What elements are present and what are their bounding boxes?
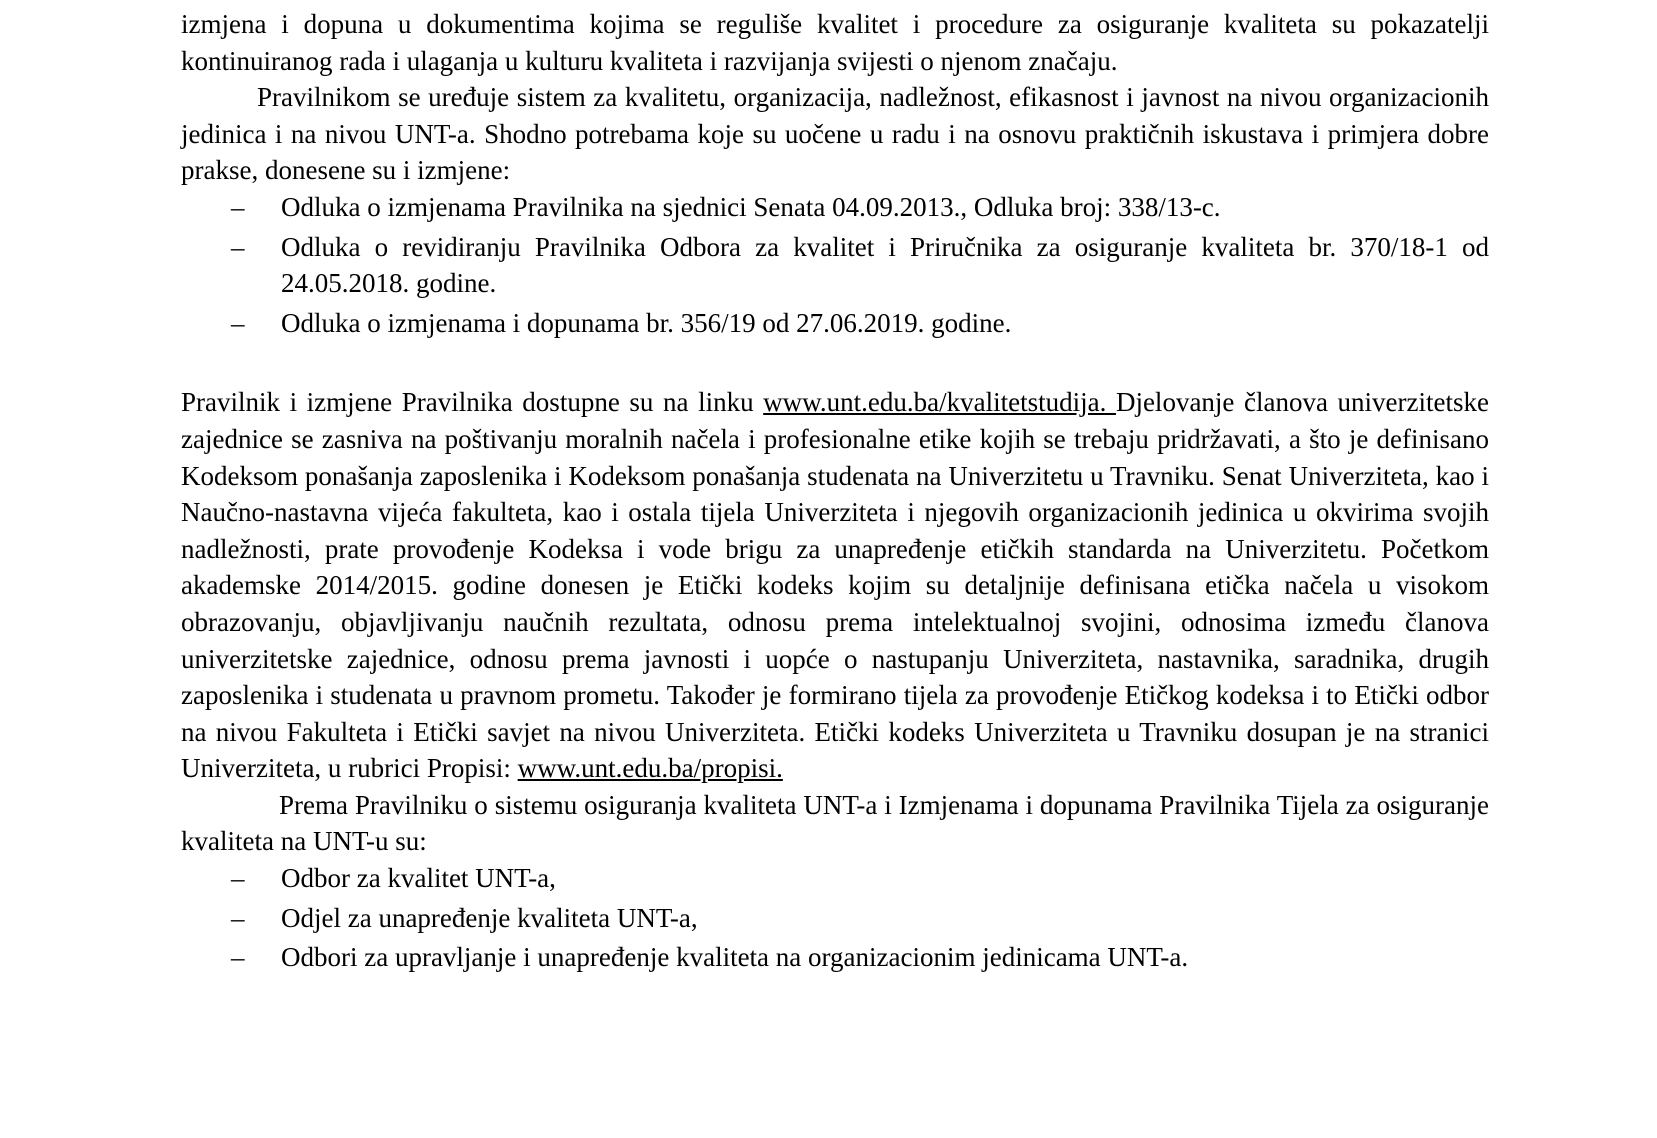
intro-paragraph: izmjena i dopuna u dokumentima kojima se reguliše kvalitet i procedure za osiguranje kvaliteta su pokazatelji kontinuiranog rada i ulaganja u kulturu kvaliteta i razvijanja svijesti o njenom značaju. bbox=[181, 9, 1489, 76]
ethics-lead-text: Pravilnik i izmjene Pravilnika dostupne su na linku bbox=[181, 387, 764, 418]
document-body bbox=[181, 6, 1489, 979]
bodies-paragraph: Prema Pravilniku o sistemu osiguranja kvaliteta UNT-a i Izmjenama i dopunama Pravilnika Tijela za osiguranje kvaliteta na UNT-u su: bbox=[181, 789, 1489, 857]
list-item bbox=[181, 305, 1489, 342]
bodies-list bbox=[181, 860, 1489, 976]
list-item bbox=[181, 900, 1489, 937]
kvalitet-studija-link[interactable]: www.unt.edu.ba/kvalitetstudija. bbox=[763, 387, 1116, 418]
dash-bullet: – bbox=[231, 942, 245, 973]
dash-bullet: – bbox=[231, 191, 245, 222]
list-item-text: Odluka o izmjenama Pravilnika na sjednici Senata 04.09.2013., Odluka broj: 338/13-c. bbox=[281, 191, 1221, 222]
amendments-list bbox=[181, 189, 1489, 341]
list-item-text: Odjel za unapređenje kvaliteta UNT-a, bbox=[281, 902, 698, 933]
list-item-text: Odluka o izmjenama i dopunama br. 356/19 od 27.06.2019. godine. bbox=[281, 307, 1012, 338]
pravilnik-paragraph: Pravilnikom se uređuje sistem za kvalitetu, organizacija, nadležnost, efikasnost i javnost na nivou organizacionih jedinica i na nivou UNT-a. Shodno potrebama koje su uočene u radu i na osnovu praktičnih iskustava i primjera dobre prakse, donesene su i izmjene: bbox=[181, 82, 1489, 186]
propisi-link[interactable]: www.unt.edu.ba/propisi. bbox=[517, 753, 783, 784]
dash-bullet: – bbox=[231, 902, 245, 933]
dash-bullet: – bbox=[231, 307, 245, 338]
list-item bbox=[181, 939, 1489, 976]
dash-bullet: – bbox=[231, 231, 245, 262]
list-item bbox=[181, 860, 1489, 897]
list-item-text: Odluka o revidiranju Pravilnika Odbora za kvalitet i Priručnika za osiguranje kvaliteta br. 370/18-1 od 24.05.2018. godine. bbox=[281, 231, 1489, 299]
dash-bullet: – bbox=[231, 863, 245, 894]
list-item-text: Odbori za upravljanje i unapređenje kvaliteta na organizacionim jedinicama UNT-a. bbox=[281, 942, 1189, 973]
ethics-paragraph bbox=[181, 384, 1489, 787]
list-item-text: Odbor za kvalitet UNT-a, bbox=[281, 863, 556, 894]
ethics-body-text: Djelovanje članova univerzitetske zajednice se zasniva na poštivanju moralnih načela i profesionalne etike kojih se trebaju pridržavati, a što je definisano Kodeksom ponašanja zaposlenika i Kodeksom ponašanja studenata na Univerzitetu u Travniku. Senat Univerziteta, kao i Naučno-nastavna vijeća fakulteta, kao i ostala tijela Univerziteta i njegovih organizacionih jedinica u okvirima svojih nadležnosti, prate provođenje Kodeksa i vode brigu za unapređenje etičkih standarda na Univerzitetu. Početkom akademske 2014/2015. godine donesen je Etički kodeks kojim su detaljnije definisana etička načela u visokom obrazovanju, objavljivanju naučnih rezultata, odnosu prema intelektualnoj svojini, odnosima između članova univerzitetske zajednice, odnosu prema javnosti i uopće o nastupanju Univerziteta, nastavnika, saradnika, drugih zaposlenika i studenata u pravnom prometu. Također je formirano tijela za provođenje Etičkog kodeksa i to Etički odbor na nivou Fakulteta i Etički savjet na nivou Univerziteta. Etički kodeks Univerziteta u Travniku dosupan je na stranici Univerziteta, u rubrici Propisi: bbox=[181, 387, 1489, 784]
paragraph-spacer bbox=[181, 344, 1489, 384]
list-item bbox=[181, 189, 1489, 226]
list-item bbox=[181, 229, 1489, 302]
